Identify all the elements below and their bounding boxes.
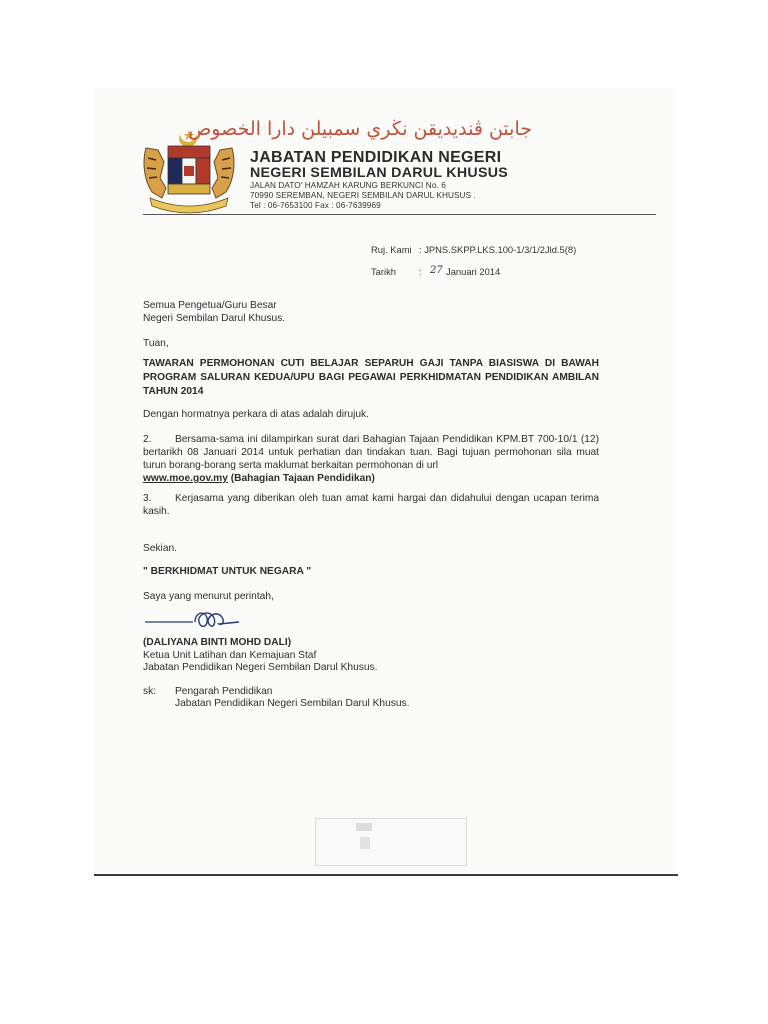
- closing-sekian: Sekian.: [143, 543, 177, 554]
- moe-website-link[interactable]: www.moe.gov.my: [143, 473, 228, 484]
- paragraph-2: [143, 433, 599, 472]
- dept-name-line1: JABATAN PENDIDIKAN NEGERI: [250, 149, 502, 166]
- paragraph-3-text: Kerjasama yang diberikan oleh tuan amat kami hargai dan didahului dengan ucapan terima kasih.: [143, 493, 599, 517]
- handwritten-signature: [143, 604, 243, 637]
- recipient-line2: Negeri Sembilan Darul Khusus.: [143, 313, 286, 324]
- letter-subject: TAWARAN PERMOHONAN CUTI BELAJAR SEPARUH GAJI TANPA BIASISWA DI BAWAH PROGRAM SALURAN KEDUA/UPU BAGI PEGAWAI PERKHIDMATAN PENDIDIKAN AMBILAN TAHUN 2014: [143, 358, 599, 397]
- ref-number: : JPNS.SKPP.LKS.100-1/3/1/2Jld.5(8): [419, 244, 577, 255]
- cc-line1: Pengarah Pendidikan: [175, 686, 273, 697]
- closing-order: Saya yang menurut perintah,: [143, 591, 274, 602]
- date-month-year: Januari 2014: [446, 266, 501, 277]
- paragraph-3-number: 3.: [143, 493, 152, 504]
- signer-name: (DALIYANA BINTI MOHD DALI): [143, 637, 292, 648]
- date-colon: :: [419, 266, 422, 277]
- paragraph-2-link-line: [143, 472, 375, 485]
- address-line2: 70990 SEREMBAN, NEGERI SEMBILAN DARUL KHUSUS .: [250, 191, 476, 200]
- recipient-line1: Semua Pengetua/Guru Besar: [143, 300, 277, 311]
- paragraph-2-suffix: (Bahagian Tajaan Pendidikan): [227, 473, 375, 484]
- salutation: Tuan,: [143, 338, 169, 349]
- malaysia-coat-of-arms-icon: [140, 128, 238, 214]
- date-label: Tarikh: [371, 266, 397, 277]
- paragraph-1: Dengan hormatnya perkara di atas adalah dirujuk.: [143, 409, 369, 420]
- dept-name-jawi: جابتن ڤنديديقن نڬري سمبيلن دارا الخصوص: [188, 118, 532, 140]
- cc-line2: Jabatan Pendidikan Negeri Sembilan Darul Khusus.: [175, 698, 410, 709]
- phone-fax: Tel : 06-7653100 Fax : 06-7639969: [250, 201, 381, 210]
- ref-label: Ruj. Kami: [371, 244, 412, 255]
- paragraph-3: [143, 492, 599, 518]
- signer-title: Ketua Unit Latihan dan Kemajuan Staf: [143, 650, 317, 661]
- letterhead-divider: [143, 214, 656, 215]
- page-edge-line: [94, 874, 678, 876]
- cc-label: sk:: [143, 686, 157, 697]
- dept-name-line2: NEGERI SEMBILAN DARUL KHUSUS: [250, 165, 509, 181]
- closing-motto: " BERKHIDMAT UNTUK NEGARA ": [143, 566, 312, 577]
- paragraph-2-text: Bersama-sama ini dilampirkan surat dari Bahagian Tajaan Pendidikan KPM.BT 700-10/1 (12) bertarikh 08 Januari 2014 untuk perhatian dan tindakan tuan. Bagi tujuan permohonan sila muat turun borang-borang serta maklumat berkaitan permohonan di url: [143, 434, 599, 471]
- signer-department: Jabatan Pendidikan Negeri Sembilan Darul Khusus.: [143, 662, 378, 673]
- address-line1: JALAN DATO' HAMZAH KARUNG BERKUNCI No. 6: [250, 181, 446, 190]
- faded-stamp-box: [315, 818, 467, 866]
- paragraph-2-number: 2.: [143, 434, 152, 445]
- date-day-handwritten: 27: [430, 265, 443, 276]
